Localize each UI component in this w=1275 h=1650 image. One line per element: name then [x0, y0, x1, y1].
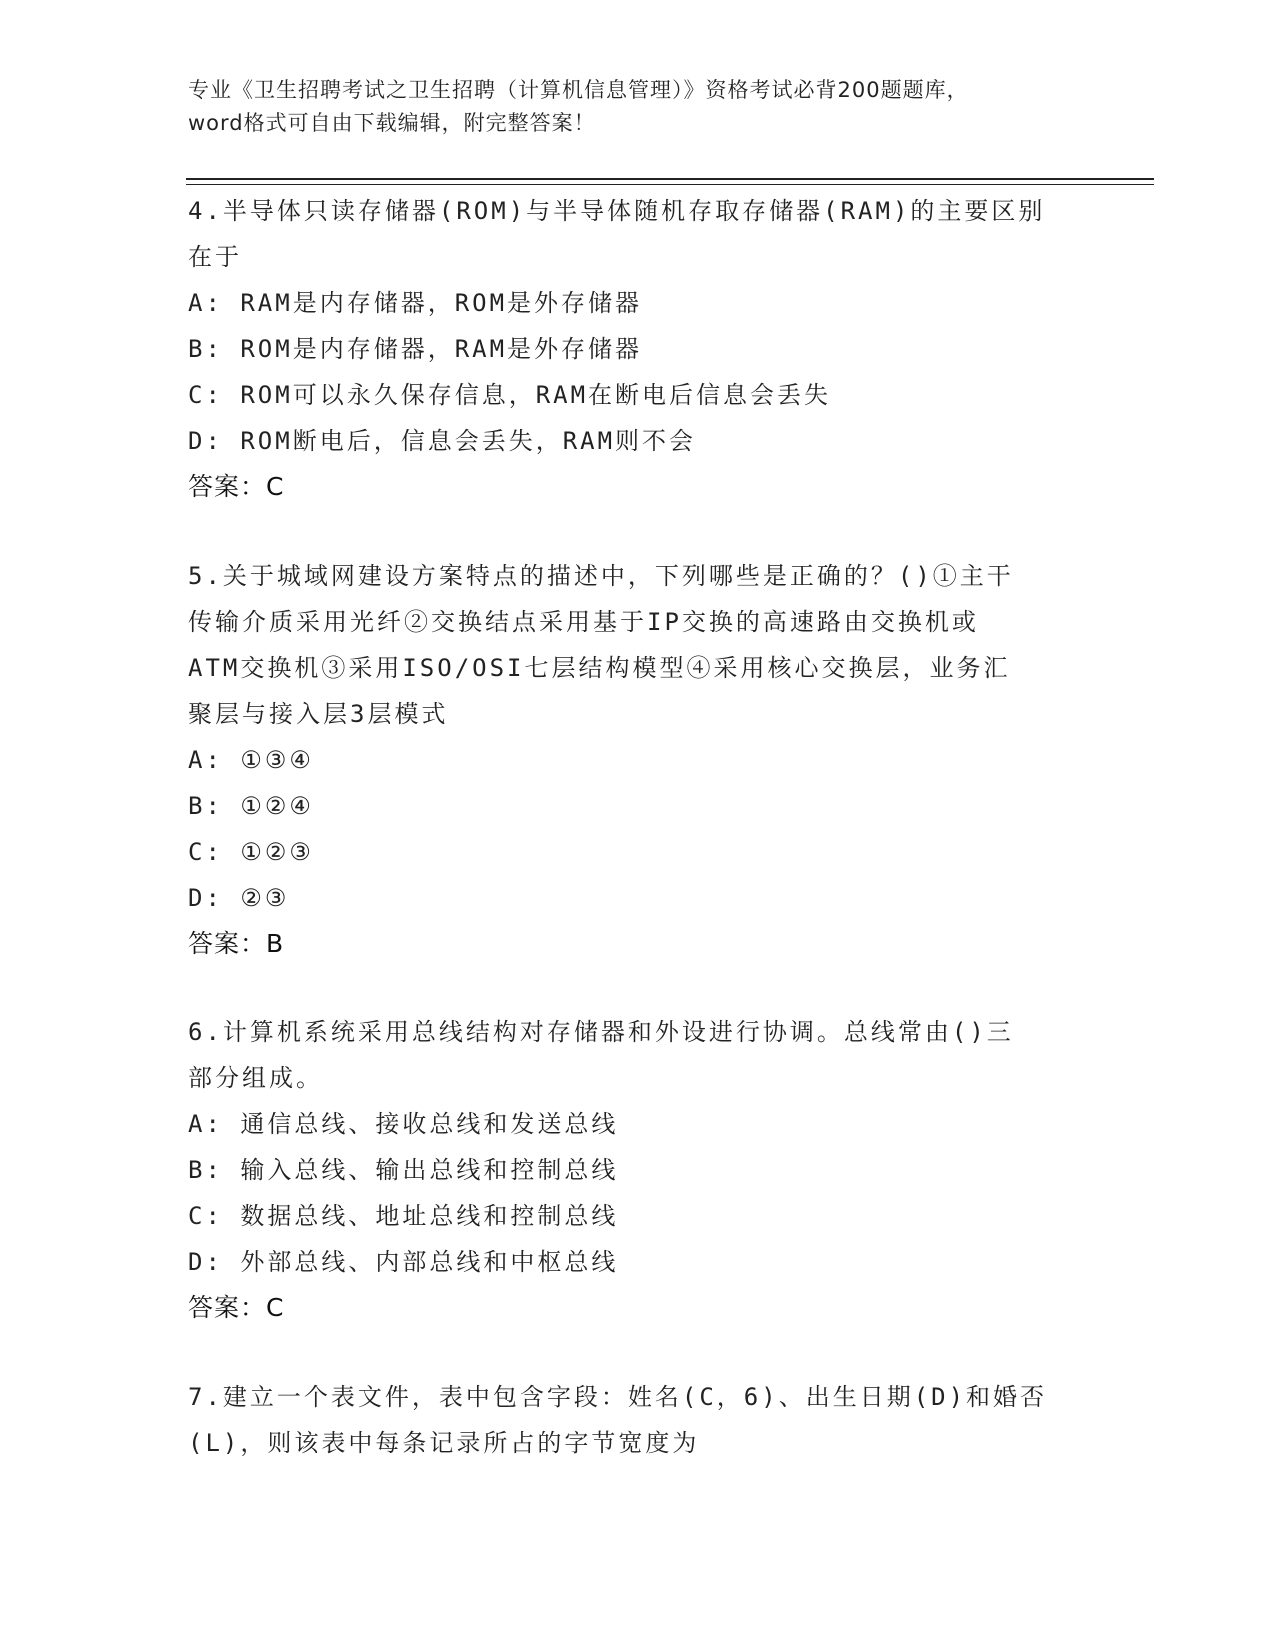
question-text-line: 传输介质采用光纤②交换结点采用基于IP交换的高速路由交换机或 — [188, 608, 979, 636]
header-title-line-1: 专业《卫生招聘考试之卫生招聘（计算机信息管理）》资格考试必背200题题库， — [188, 78, 969, 102]
question-6 — [188, 1009, 1088, 1331]
option-c: C: 数据总线、地址总线和控制总线 — [188, 1202, 619, 1230]
question-text-line: 6.计算机系统采用总线结构对存储器和外设进行协调。总线常由()三 — [188, 1018, 1014, 1046]
header-title-line-2: word格式可自由下载编辑，附完整答案！ — [188, 111, 596, 135]
header-divider-thin — [186, 184, 1154, 185]
option-d: D: ②③ — [188, 884, 290, 912]
option-d: D: 外部总线、内部总线和中枢总线 — [188, 1248, 619, 1276]
answer-line: 答案：C — [188, 1293, 285, 1322]
header-divider-thick — [186, 178, 1154, 180]
question-text-line: 7.建立一个表文件，表中包含字段：姓名(C，6)、出生日期(D)和婚否 — [188, 1383, 1048, 1411]
question-text-line: 5.关于城域网建设方案特点的描述中，下列哪些是正确的？()①主干 — [188, 562, 1014, 590]
option-b: B: 输入总线、输出总线和控制总线 — [188, 1156, 619, 1184]
question-text-line: ATM交换机③采用ISO/OSI七层结构模型④采用核心交换层，业务汇 — [188, 654, 1011, 682]
question-7 — [188, 1374, 1088, 1466]
question-text-line: 部分组成。 — [188, 1064, 323, 1092]
option-c: C: ①②③ — [188, 838, 314, 866]
question-5 — [188, 553, 1088, 967]
option-b: B: ①②④ — [188, 792, 314, 820]
question-4 — [188, 188, 1088, 510]
question-text-line: 聚层与接入层3层模式 — [188, 700, 449, 728]
document-header — [188, 74, 1088, 140]
option-b: B: ROM是内存储器，RAM是外存储器 — [188, 335, 643, 363]
option-a: A: RAM是内存储器，ROM是外存储器 — [188, 289, 643, 317]
question-text-line: 在于 — [188, 243, 242, 271]
answer-line: 答案：C — [188, 472, 285, 501]
option-d: D: ROM断电后，信息会丢失，RAM则不会 — [188, 427, 697, 455]
question-text-line: (L)，则该表中每条记录所占的字节宽度为 — [188, 1429, 700, 1457]
option-a: A: ①③④ — [188, 746, 314, 774]
question-text-line: 4.半导体只读存储器(ROM)与半导体随机存取存储器(RAM)的主要区别 — [188, 197, 1046, 225]
answer-line: 答案：B — [188, 929, 285, 958]
option-a: A: 通信总线、接收总线和发送总线 — [188, 1110, 619, 1138]
option-c: C: ROM可以永久保存信息，RAM在断电后信息会丢失 — [188, 381, 832, 409]
